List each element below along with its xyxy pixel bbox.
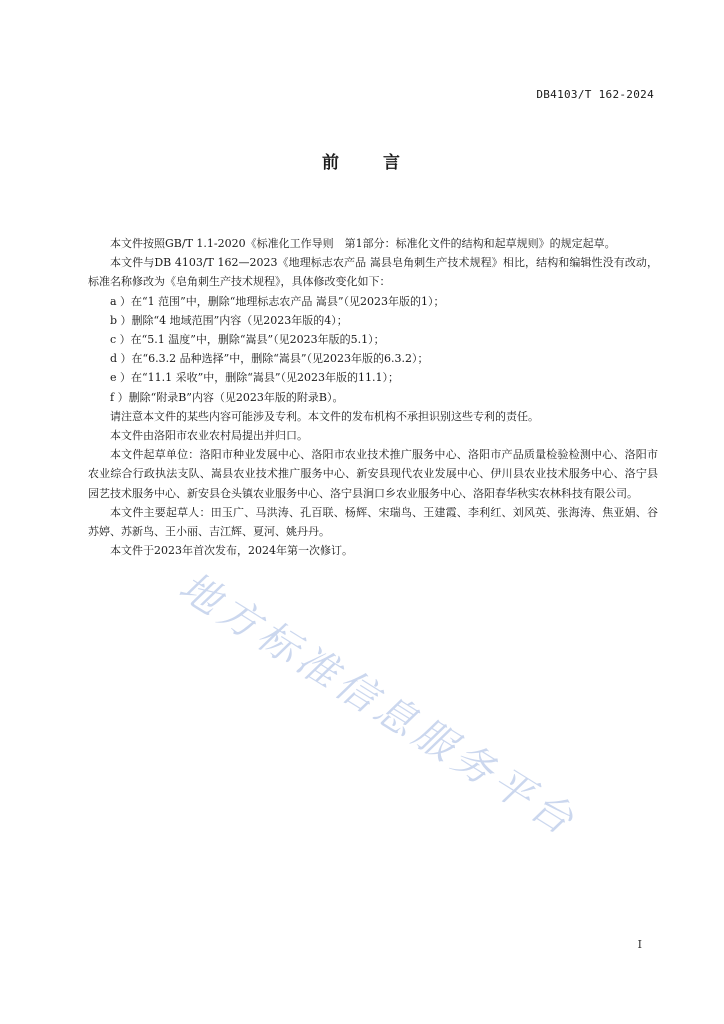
page-title-part1: 前 [322, 153, 341, 173]
paragraph-drafting-units: 本文件起草单位：洛阳市种业发展中心、洛阳市农业技术推广服务中心、洛阳市产品质量检验检测中心、洛阳市农业综合行政执法支队、嵩县农业技术推广服务中心、新安县现代农业发展中心、伊川县农业技术服务中心、洛宁县园艺技术服务中心、新安县仓头镇农业服务中心、洛宁县涧口乡农业服务中心、洛阳春华秋实农林科技有限公司。 [88, 448, 658, 500]
page-title-part2: 言 [383, 153, 402, 173]
list-item: c ）在“5.1 温度”中，删除“嵩县”（见2023年版的5.1）； [110, 333, 385, 347]
list-item: a ）在“1 范围”中，删除“地理标志农产品 嵩县”（见2023年版的1）； [110, 294, 445, 308]
list-item: e ）在“11.1 采收”中，删除“嵩县”（见2023年版的11.1）； [110, 371, 399, 385]
document-code: DB4103/T 162-2024 [536, 88, 654, 101]
paragraph-publication-history: 本文件于2023年首次发布，2024年第一次修订。 [110, 544, 353, 558]
page-title [0, 148, 724, 173]
list-item: d ）在“6.3.2 品种选择”中，删除“嵩县”（见2023年版的6.3.2）； [110, 352, 429, 366]
page-number: I [637, 938, 642, 951]
paragraph-comparison: 本文件与DB 4103/T 162—2023《地理标志农产品 嵩县皂角刺生产技术规程》相比，结构和编辑性没有改动，标准名称修改为《皂角刺生产技术规程》，具体修改变化如下： [88, 256, 658, 289]
paragraph-proposer: 本文件由洛阳市农业农村局提出并归口。 [110, 429, 308, 443]
foreword-body [88, 234, 658, 560]
paragraph-drafting-rules: 本文件按照GB/T 1.1-2020《标准化工作导则 第1部分：标准化文件的结构和起草规则》的规定起草。 [110, 237, 616, 250]
list-item: b ）删除“4 地域范围”内容（见2023年版的4）； [110, 313, 348, 327]
paragraph-patent-notice: 请注意本文件的某些内容可能涉及专利。本文件的发布机构不承担识别这些专利的责任。 [110, 409, 539, 423]
list-item: f ）删除“附录B”内容（见2023年版的附录B）。 [110, 390, 344, 404]
watermark: 地方标准信息服务平台 [170, 563, 586, 847]
paragraph-drafters: 本文件主要起草人：田玉广、马洪涛、孔百联、杨辉、宋瑞鸟、王建霞、李利红、刘风英、张海涛、焦亚娟、谷苏婷、苏新鸟、王小丽、吉江辉、夏河、姚丹丹。 [88, 505, 658, 539]
